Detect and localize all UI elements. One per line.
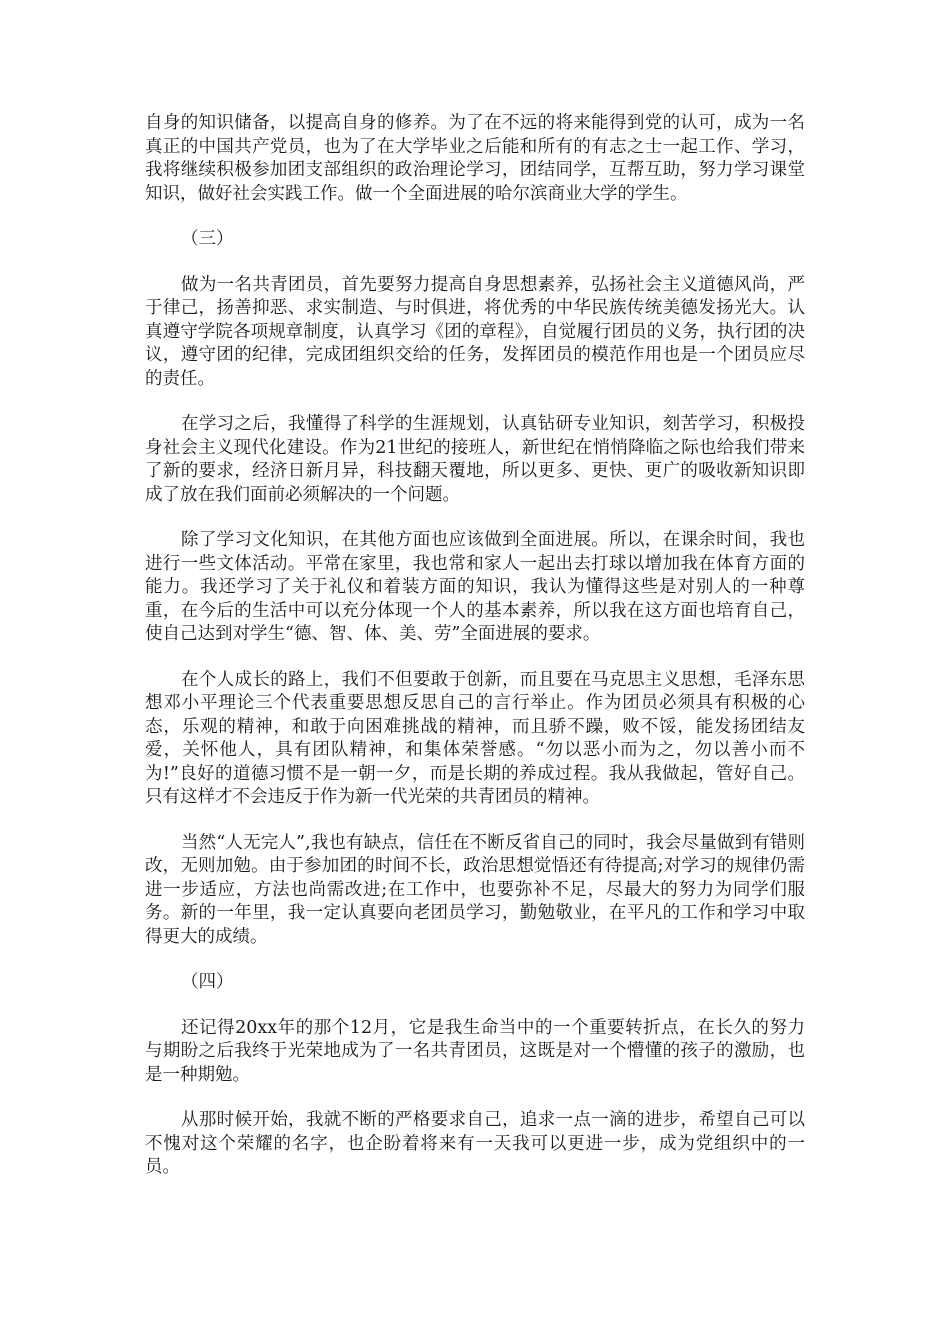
paragraph-memory: 还记得20xx年的那个12月，它是我生命当中的一个重要转折点，在长久的努力与期盼之后我终于光荣地成为了一名共青团员，这既是对一个懵懂的孩子的激励，也是一种期勉。 [145,1017,805,1085]
paragraph-study: 在学习之后，我懂得了科学的生涯规划，认真钻研专业知识，刻苦学习，积极投身社会主义现代化建设。作为21世纪的接班人，新世纪在悄悄降临之际也给我们带来了新的要求，经济日新月异，科技翻天覆地，所以更多、更快、更广的吸收新知识即成了放在我们面前必须解决的一个问题。 [145,414,805,505]
paragraph-intro: 自身的知识储备，以提高自身的修养。为了在不远的将来能得到党的认可，成为一名真正的中国共产党员，也为了在大学毕业之后能和所有的有志之士一起工作、学习，我将继续积极参加团支部组织的政治理论学习，团结同学，互帮互助，努力学习课堂知识，做好社会实践工作。做一个全面进展的哈尔滨商业大学的学生。 [145,113,805,204]
paragraph-growth: 在个人成长的路上，我们不但要敢于创新，而且要在马克思主义思想，毛泽东思想邓小平理论三个代表重要思想反思自己的言行举止。作为团员必须具有积极的心态，乐观的精神，和敢于向困难挑战的精神，而且骄不躁，败不馁，能发扬团结友爱，关怀他人，具有团队精神，和集体荣誉感。“勿以恶小而为之，勿以善小而不为!”良好的道德习惯不是一朝一夕，而是长期的养成过程。我从我做起，管好自己。只有这样才不会违反于作为新一代光荣的共青团员的精神。 [145,669,805,807]
document-page [145,112,805,1202]
paragraph-shortcomings: 当然“人无完人”,我也有缺点，信任在不断反省自己的同时，我会尽量做到有错则改，无则加勉。由于参加团的时间不长，政治思想觉悟还有待提高;对学习的规律仍需进一步适应，方法也尚需改进;在工作中，也要弥补不足，尽最大的努力为同学们服务。新的一年里，我一定认真要向老团员学习，勤勉敬业，在平凡的工作和学习中取得更大的成绩。 [145,832,805,947]
paragraph-since-then: 从那时候开始，我就不断的严格要求自己，追求一点一滴的进步，希望自己可以不愧对这个荣耀的名字，也企盼着将来有一天我可以更进一步，成为党组织中的一员。 [145,1110,805,1177]
section-heading-3: （三） [181,229,234,249]
paragraph-all-round: 除了学习文化知识，在其他方面也应该做到全面进展。所以，在课余时间，我也进行一些文体活动。平常在家里，我也常和家人一起出去打球以增加我在体育方面的能力。我还学习了关于礼仪和着装方面的知识，我认为懂得这些是对别人的一种尊重，在今后的生活中可以充分体现一个人的基本素养，所以我在这方面也培育自己，使自己达到对学生“德、智、体、美、劳”全面进展的要求。 [145,530,805,644]
section-heading-4: （四） [181,972,234,992]
paragraph-league-duty: 做为一名共青团员，首先要努力提高自身思想素养，弘扬社会主义道德风尚，严于律己，扬善抑恶、求实制造、与时俱进，将优秀的中华民族传统美德发扬光大。认真遵守学院各项规章制度，认真学习《团的章程》，自觉履行团员的义务，执行团的决议，遵守团的纪律，完成团组织交给的任务，发挥团员的模范作用也是一个团员应尽的责任。 [145,274,805,389]
